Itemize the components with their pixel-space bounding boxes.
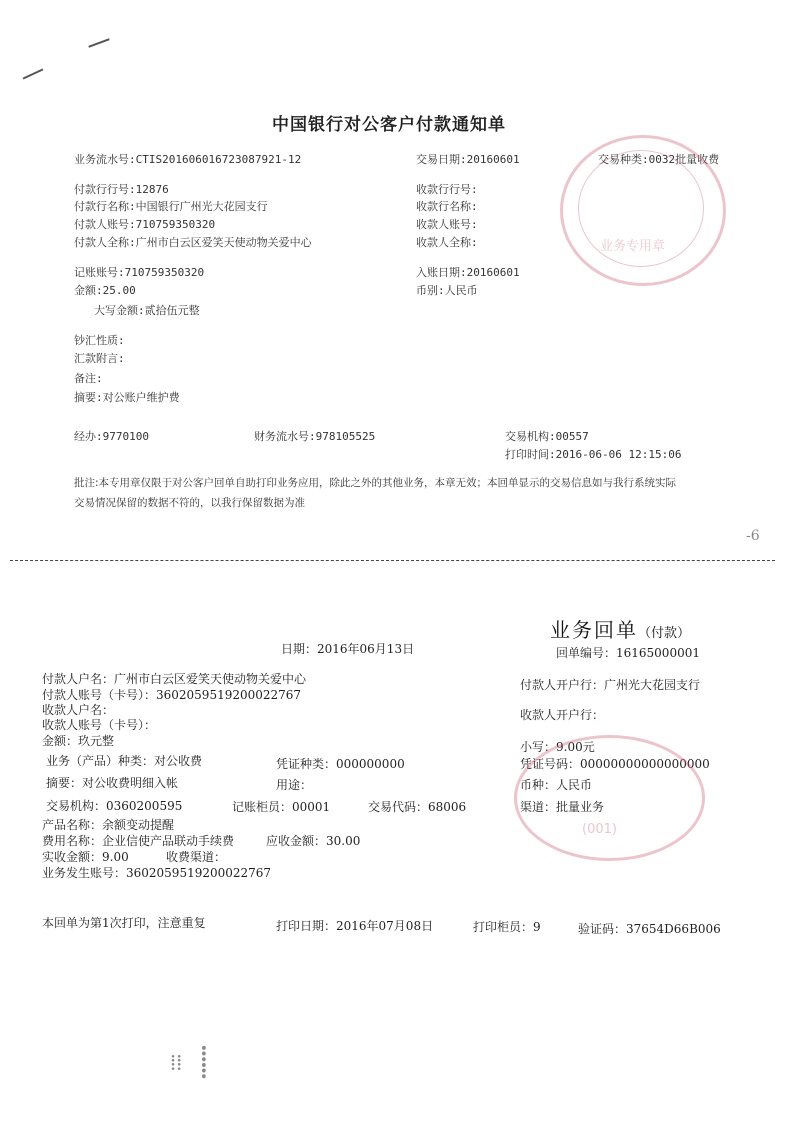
receipt-amount: 金额：玖元整	[42, 734, 115, 748]
amount-upper: 大写金额:贰拾伍元整	[94, 304, 200, 317]
finance-serial: 财务流水号:978105525	[254, 430, 376, 443]
receipt-biz-account: 业务发生账号：3602059519200022767	[42, 866, 272, 880]
verify-code: 验证码：37654D66B006	[578, 922, 721, 936]
receipt-seal-text: (001)	[582, 822, 617, 837]
receipt-voucher-no: 凭证号码：00000000000000000	[520, 757, 710, 771]
scan-scratch-mark	[88, 38, 109, 47]
entry-date: 入账日期:20160601	[416, 266, 520, 279]
receipt-payer-account: 付款人账号（卡号）：3602059519200022767	[42, 688, 302, 702]
receipt-fee-due: 应收金额：30.00	[266, 834, 361, 848]
summary: 摘要:对公账户维护费	[74, 391, 180, 404]
remit-nature: 钞汇性质:	[74, 334, 125, 347]
receipt-product-type: 业务（产品）种类：对公收费	[46, 754, 203, 768]
payee-bank-name: 收款行名称:	[416, 200, 478, 213]
print-time: 打印时间:2016-06-06 12:15:06	[505, 448, 682, 461]
receipt-payee-account: 收款人账号（卡号）：	[42, 718, 157, 732]
book-account: 记账账号:710759350320	[74, 266, 205, 279]
remarks: 备注:	[74, 372, 103, 385]
receipt-channel: 渠道：批量业务	[520, 800, 605, 814]
handler: 经办:9770100	[74, 430, 149, 443]
receipt-fee-name: 费用名称：企业信使产品联动手续费	[42, 834, 235, 848]
receipt-counter: 记账柜员：00001	[232, 800, 331, 814]
payer-bank-name: 付款行名称:中国银行广州光大花园支行	[74, 200, 268, 213]
receipt-payee-bank: 收款人开户行：	[520, 708, 605, 722]
receipt-summary: 摘要：对公收费明细入帐	[46, 776, 179, 790]
receipt-purpose: 用途：	[276, 778, 313, 792]
payer-name: 付款人全称:广州市白云区爱笑天使动物关爱中心	[74, 236, 312, 249]
print-note: 本回单为第1次打印，注意重复	[42, 916, 206, 930]
print-date: 打印日期：2016年07月08日	[276, 919, 434, 933]
scan-artifact-mark: ⸽	[200, 1045, 208, 1080]
receipt-number: 回单编号：16165000001	[556, 646, 700, 660]
payer-account: 付款人账号:710759350320	[74, 218, 216, 231]
section-divider	[10, 560, 775, 561]
print-counter: 打印柜员：9	[473, 920, 541, 934]
footnote-line-1: 批注:本专用章仅限于对公客户回单自助打印业务应用，除此之外的其他业务，本章无效；本回单显示的交易信息如与我行系统实际	[74, 477, 677, 489]
serial-number: 业务流水号:CTIS201606016723087921-12	[74, 153, 302, 166]
receipt-payee-name: 收款人户名：	[42, 703, 115, 717]
receipt-fee-paid: 实收金额：9.00	[42, 850, 129, 864]
receipt-amount-small: 小写：9.00元	[520, 740, 595, 754]
receipt-date: 日期：2016年06月13日	[281, 642, 415, 656]
payee-bank-no: 收款行行号:	[416, 183, 478, 196]
margin-mark: -6	[746, 528, 760, 544]
receipt-trade-code: 交易代码：68006	[368, 800, 467, 814]
notice-title: 中国银行对公客户付款通知单	[272, 115, 506, 135]
scan-artifact-mark: ⁞⁞	[170, 1051, 183, 1076]
currency: 币别:人民币	[416, 284, 478, 297]
trade-type: 交易种类:0032批量收费	[598, 153, 720, 166]
receipt-seal	[514, 735, 705, 861]
receipt-title: 业务回单（付款）	[550, 618, 691, 642]
receipt-voucher-type: 凭证种类：000000000	[276, 757, 405, 771]
receipt-payer-bank: 付款人开户行：广州光大花园支行	[520, 678, 701, 692]
receipt-payer-name: 付款人户名：广州市白云区爱笑天使动物关爱中心	[42, 672, 307, 686]
receipt-fee-channel: 收费渠道：	[166, 850, 227, 864]
business-seal-text: 业务专用章	[600, 239, 666, 254]
payee-account: 收款人账号:	[416, 218, 478, 231]
trade-org: 交易机构:00557	[505, 430, 589, 443]
receipt-currency: 币种：人民币	[520, 778, 593, 792]
scan-scratch-mark	[23, 68, 44, 79]
payer-bank-no: 付款行行号:12876	[74, 183, 169, 196]
footnote-line-2: 交易情况保留的数据不符的，以我行保留数据为准	[74, 497, 305, 509]
remit-postscript: 汇款附言:	[74, 352, 125, 365]
trade-date: 交易日期:20160601	[416, 153, 520, 166]
receipt-trade-org: 交易机构：0360200595	[46, 799, 183, 813]
receipt-product-name: 产品名称：余额变动提醒	[42, 818, 175, 832]
payee-name: 收款人全称:	[416, 236, 478, 249]
amount: 金额:25.00	[74, 284, 136, 297]
